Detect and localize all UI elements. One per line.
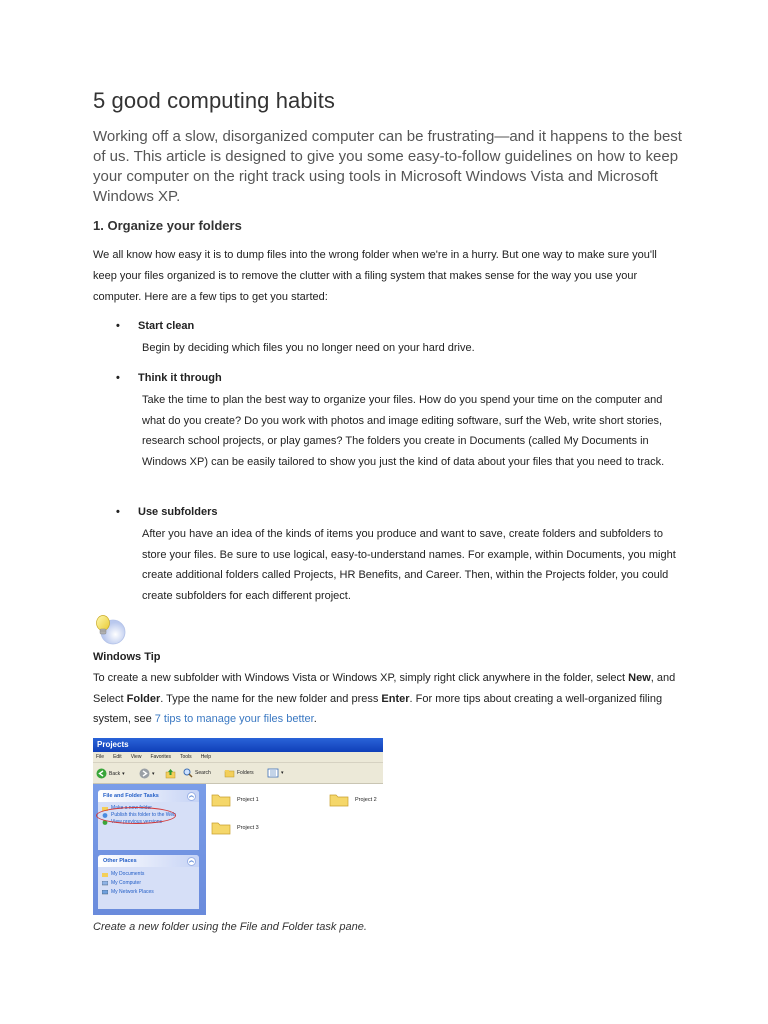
folder-label-project-3: Project 3 xyxy=(237,825,259,831)
toolbar xyxy=(93,763,383,784)
menu-bar xyxy=(93,752,383,763)
article-intro: Working off a slow, disorganized computer can be frustrating—and it happens to the best of us. This article is designed to give you some easy-to-follow guidelines on how to keep your computer on the right track using tools in Microsoft Windows Vista and Microsoft Windows XP. xyxy=(93,128,682,205)
tip-text: , and Select xyxy=(93,672,676,705)
menu-view: View xyxy=(130,754,142,760)
up-folder-button xyxy=(165,768,176,779)
bullet-dot: • xyxy=(116,372,120,384)
tip-keyword-folder: Folder xyxy=(126,692,161,705)
tip-link[interactable]: 7 tips to manage your files better xyxy=(154,713,314,725)
forward-icon xyxy=(139,768,150,779)
collapse-icon: ︽ xyxy=(188,858,194,864)
tip-keyword-enter: Enter xyxy=(381,692,410,705)
bullet-title: Think it through xyxy=(138,372,222,384)
network-icon xyxy=(102,890,108,895)
search-label: Search xyxy=(195,770,211,776)
folders-icon xyxy=(224,768,235,778)
search-icon xyxy=(183,768,193,778)
bullet-dot: • xyxy=(116,320,120,332)
menu-favorites: Favorites xyxy=(150,754,171,760)
place-my-network-places xyxy=(98,889,199,896)
folder-label-project-2: Project 2 xyxy=(355,797,377,803)
panel-title xyxy=(98,790,199,802)
section-paragraph: We all know how easy it is to dump files into the wrong folder when we're in a hurry. But one way to make sure you'll keep your files organized is to remove the clutter with a filing system that makes sense for the way you use your computer. Here are a few tips to get you started: xyxy=(93,249,657,303)
bullet-start-clean xyxy=(116,320,194,332)
views-button xyxy=(267,768,284,778)
task-pane xyxy=(93,784,206,915)
back-icon xyxy=(96,768,107,779)
back-label: Back xyxy=(109,770,121,777)
place-label: My Documents xyxy=(111,871,145,877)
menu-help: Help xyxy=(200,754,211,760)
up-folder-icon xyxy=(165,768,176,779)
task-label: View previous versions xyxy=(111,819,163,825)
back-button xyxy=(96,768,125,779)
documents-icon xyxy=(102,872,108,877)
folders-button xyxy=(224,768,254,778)
tip-keyword-new: New xyxy=(628,672,651,684)
article-title: 5 good computing habits xyxy=(93,88,336,113)
forward-button xyxy=(139,768,155,779)
place-my-computer xyxy=(98,880,199,887)
menu-tools: Tools xyxy=(180,754,192,760)
folders-label: Folders xyxy=(237,770,254,776)
panel-title xyxy=(98,855,199,867)
dropdown-arrow-icon: ▾ xyxy=(281,770,284,776)
place-label: My Computer xyxy=(111,880,142,886)
collapse-icon: ︽ xyxy=(188,793,194,799)
bullet-title: Use subfolders xyxy=(138,506,218,518)
menu-edit: Edit xyxy=(113,754,122,760)
bullet-think-it-through xyxy=(116,372,222,384)
tip-text: . Type the name for the new folder and press xyxy=(160,692,382,705)
bullet-use-subfolders xyxy=(116,506,217,518)
task-label: Publish this folder to the Web xyxy=(111,812,176,818)
bullet-body: Begin by deciding which files you no longer need on your hard drive. xyxy=(142,342,475,354)
bullet-dot: • xyxy=(116,506,120,518)
bullet-body: Take the time to plan the best way to organize your files. How do you spend your time on the computer and what do you create? Do you work with photos and image editing software, surf the Web, write short stories, research school projects, or play games? The folders you create in Documents (called My Documents in Windows XP) can be easily tailored to show you just the kind of data about your files that you need to track. xyxy=(142,394,665,468)
bullet-body: After you have an idea of the kinds of items you produce and want to save, create folders and subfolders to store your files. Be sure to use logical, easy-to-understand names. For example, within Documents, you might create additional folders called Projects, HR Benefits, and Career. Then, within the Projects folder, you could create subfolders for each different project. xyxy=(142,528,676,602)
explorer-screenshot xyxy=(93,738,383,915)
panel-title-text: Other Places xyxy=(103,858,137,864)
dropdown-arrow-icon: ▾ xyxy=(152,770,155,777)
highlight-oval xyxy=(96,807,176,824)
folder-label-project-1: Project 1 xyxy=(237,797,259,803)
tip-text: To create a new subfolder with Windows Vista or Windows XP, simply right click anywhere in the folder, select xyxy=(93,672,629,684)
dropdown-arrow-icon: ▾ xyxy=(122,770,125,777)
folder-icon xyxy=(211,792,231,807)
tip-heading: Windows Tip xyxy=(93,651,161,663)
tip-text: . xyxy=(313,713,317,725)
section-heading: 1. Organize your folders xyxy=(93,218,242,233)
window-title: Projects xyxy=(93,738,383,752)
computer-icon xyxy=(102,881,108,886)
bullet-title: Start clean xyxy=(138,320,195,332)
panel-title-text: File and Folder Tasks xyxy=(103,793,159,799)
task-label: Make a new folder xyxy=(111,805,152,811)
views-icon xyxy=(267,768,279,778)
search-button xyxy=(183,768,211,778)
other-places-panel xyxy=(98,855,199,909)
place-my-documents xyxy=(98,871,199,878)
folder-icon xyxy=(211,820,231,835)
tip-body xyxy=(93,668,683,730)
screenshot-caption: Create a new folder using the File and Folder task pane. xyxy=(93,921,367,933)
lightbulb-icon xyxy=(92,613,126,645)
menu-file: File xyxy=(96,754,105,760)
place-label: My Network Places xyxy=(111,889,154,895)
tip-text: . For more tips about creating a well-organized filing system, see xyxy=(93,692,663,725)
folder-icon xyxy=(329,792,349,807)
folder-view xyxy=(206,784,383,915)
